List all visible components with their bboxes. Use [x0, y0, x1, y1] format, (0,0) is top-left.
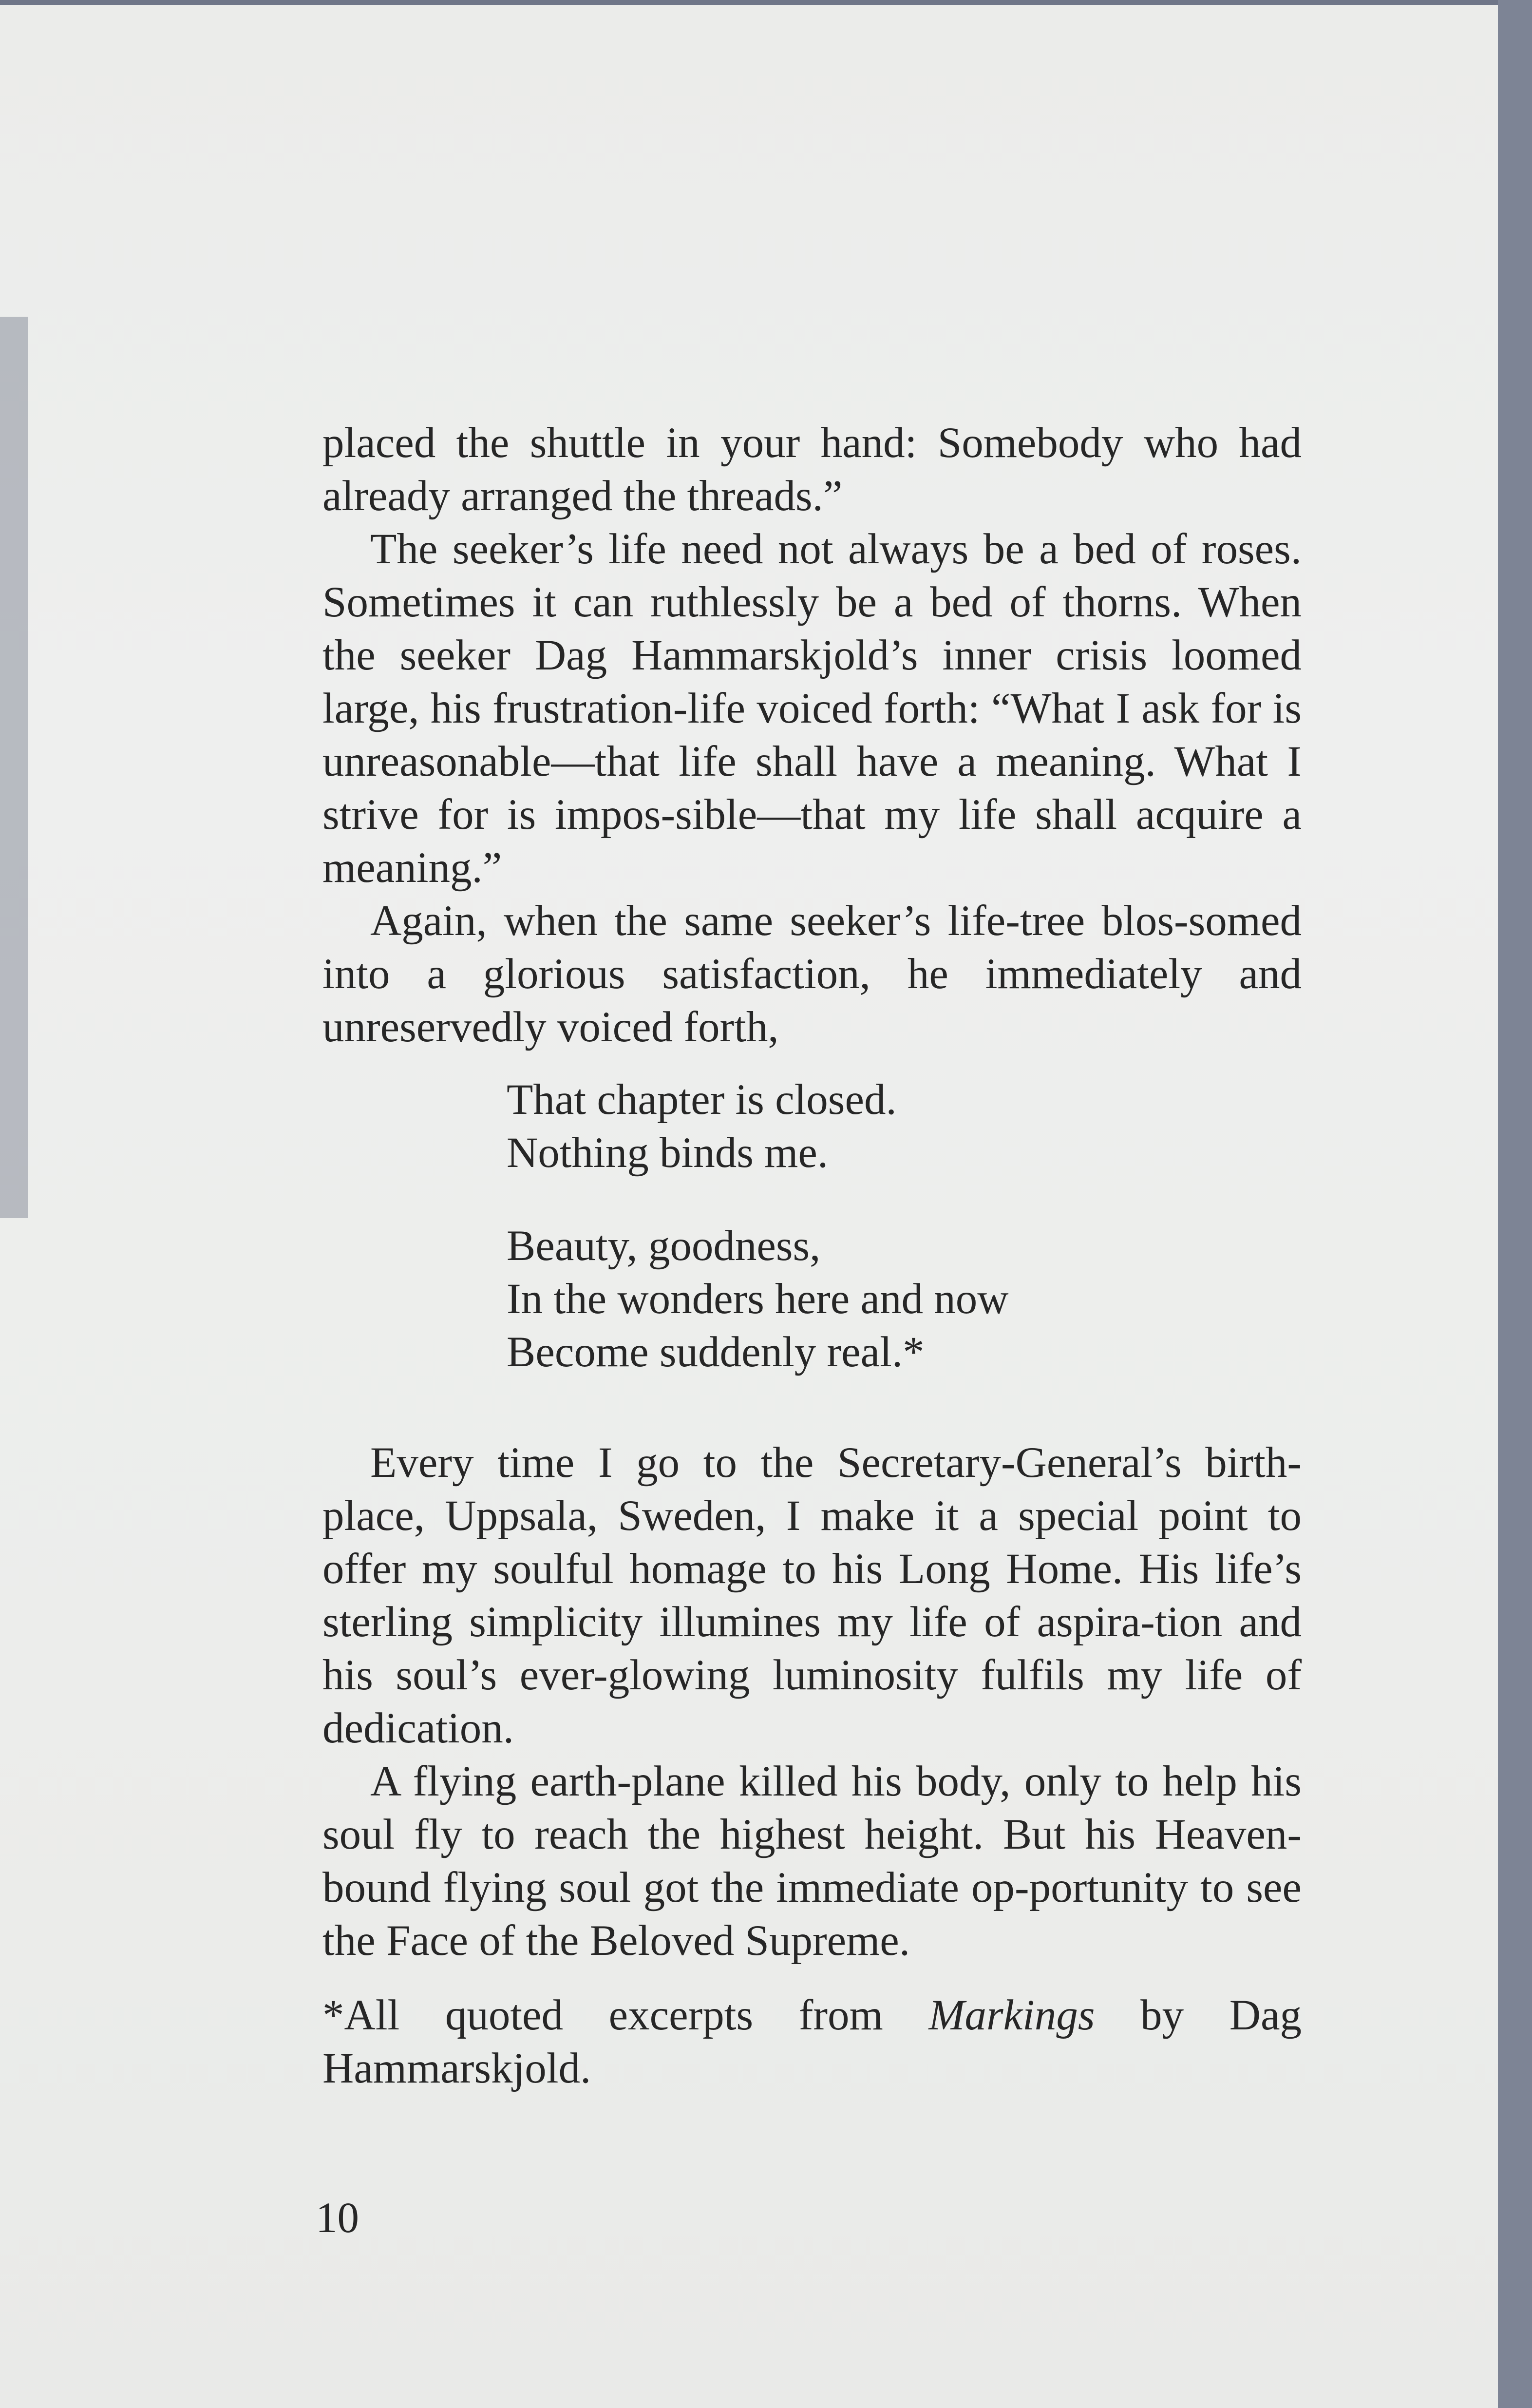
stanza-break [507, 1180, 1302, 1220]
paragraph-continuation: placed the shuttle in your hand: Somebody who had already arranged the threads.” [322, 419, 1302, 520]
verse-line: In the wonders here and now [507, 1275, 1009, 1323]
paragraph-birthplace: Every time I go to the Secretary-General’s birth-place, Uppsala, Sweden, I make it a special point to offer my soulful homage to his Long Home. His life’s sterling simplicity illumines my life of aspira-tion and his soul’s ever-glowing luminosity fulfils my life of dedication. [322, 1439, 1302, 1752]
verse-line: That chapter is closed. [507, 1076, 897, 1124]
verse-line: Nothing binds me. [507, 1129, 829, 1177]
footnote [322, 1989, 1302, 2095]
verse-line: Beauty, goodness, [507, 1222, 821, 1270]
footnote-book-title: Markings [928, 1991, 1095, 2039]
paragraph-seekers-life: The seeker’s life need not always be a bed of roses. Sometimes it can ruthlessly be a bed of thorns. When the seeker Dag Hammarskjold’s inner crisis loomed large, his frustration-life voiced forth: “What I ask for is unreasonable—that life shall have a meaning. What I strive for is impos-sible—that my life shall acquire a meaning.” [322, 525, 1302, 892]
paragraph-flying: A flying earth-plane killed his body, only to help his soul fly to reach the highest height. But his Heaven-bound flying soul got the immediate op-portunity to see the Face of the Beloved Supreme. [322, 1758, 1302, 1965]
page-edge-shadow [0, 317, 28, 1218]
page-number: 10 [316, 2194, 359, 2242]
verse-quotation [507, 1073, 1302, 1379]
footnote-suffix: by Dag Hammarskjold. [322, 1991, 1302, 2092]
paragraph-again: Again, when the same seeker’s life-tree blos-somed into a glorious satisfaction, he immediately and unreservedly voiced forth, [322, 897, 1302, 1051]
verse-line: Become suddenly real.* [507, 1328, 925, 1376]
footnote-prefix: *All quoted excerpts from [322, 1991, 929, 2039]
body-text [322, 417, 1302, 2095]
